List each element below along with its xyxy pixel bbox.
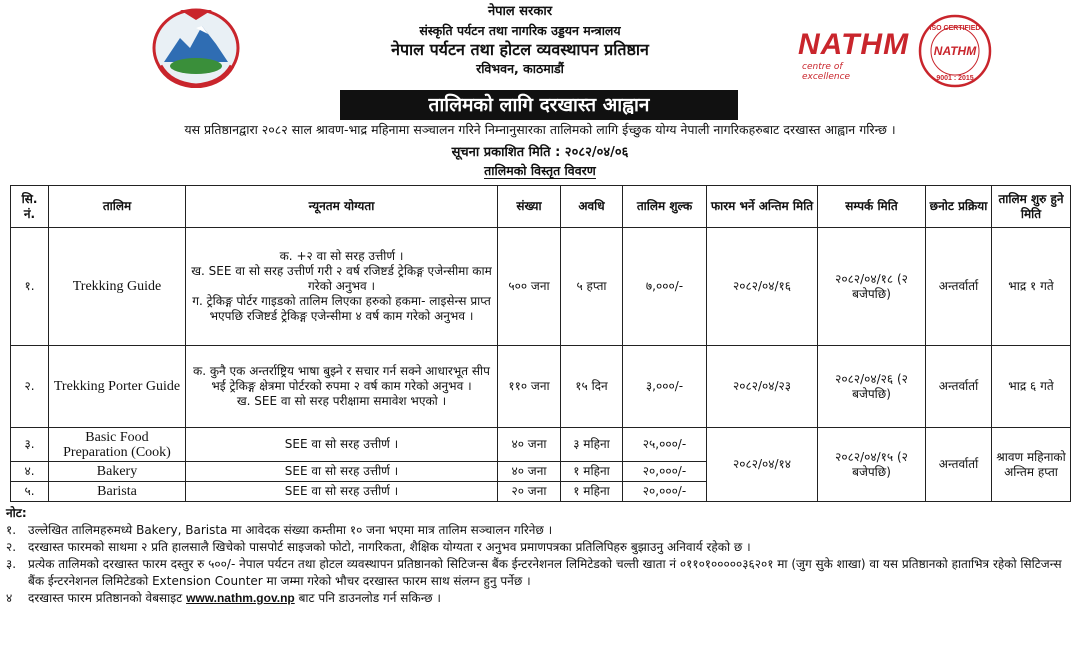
cell-contact-date: २०८२/०४/१८ (२ बजेपछि) bbox=[818, 228, 926, 346]
table-title-text: तालिमको विस्तृत विवरण bbox=[484, 163, 596, 178]
cell-last-date-group: २०८२/०४/१४ bbox=[707, 428, 818, 502]
cell-last-date: २०८२/०४/१६ bbox=[707, 228, 818, 346]
cell-sn: ४. bbox=[11, 462, 49, 482]
cell-fee: २०,०००/- bbox=[623, 482, 707, 502]
col-header-last-date: फारम भर्ने अन्तिम मिति bbox=[707, 186, 818, 228]
cell-duration: ५ हप्ता bbox=[561, 228, 623, 346]
cell-duration: १ महिना bbox=[561, 462, 623, 482]
cell-sn: १. bbox=[11, 228, 49, 346]
col-header-start-date: तालिम शुरु हुने मिति bbox=[992, 186, 1071, 228]
training-table bbox=[10, 185, 1071, 502]
cell-qualification: SEE वा सो सरह उत्तीर्ण । bbox=[186, 482, 498, 502]
svg-text:9001 : 2015: 9001 : 2015 bbox=[936, 75, 974, 82]
svg-text:ISO CERTIFIED: ISO CERTIFIED bbox=[929, 25, 981, 32]
note-number: ४ bbox=[6, 591, 13, 605]
col-header-sn: सि. नं. bbox=[11, 186, 49, 228]
cell-training: Bakery bbox=[49, 462, 186, 482]
table-row bbox=[11, 346, 1071, 428]
cell-start-date-group: श्रावण महिनाको अन्तिम हप्ता bbox=[992, 428, 1071, 502]
cell-start-date: भाद्र ६ गते bbox=[992, 346, 1071, 428]
intro-text: यस प्रतिष्ठानद्वारा २०८२ साल श्रावण-भाद्र महिनामा सञ्चालन गरिने निम्नानुसारका तालिमको लागि ईच्छुक योग्य नेपाली नागरिकहरुबाट दरखास्त आह्वान गरिन्छ । bbox=[184, 122, 896, 137]
nepal-emblem-icon bbox=[150, 4, 242, 88]
table-row bbox=[11, 428, 1071, 462]
cell-sn: २. bbox=[11, 346, 49, 428]
note-text bbox=[28, 590, 1074, 607]
notes-title: नोट: bbox=[6, 506, 27, 520]
note-text: दरखास्त फारमको साथमा २ प्रति हालसालै खिचेको पासपोर्ट साइजको फोटो, नागरिकता, शैक्षिक योग्यता र अनुभव प्रमाणपत्रका प्रतिलिपिहरु बुझाउनु अनिवार्य रहेको छ । bbox=[28, 540, 751, 554]
qualification-line: ख. SEE वा सो सरह परीक्षामा समावेश भएको । bbox=[236, 394, 447, 408]
cell-count: ४० जना bbox=[498, 428, 561, 462]
cell-selection: अन्तर्वार्ता bbox=[926, 228, 992, 346]
cell-qualification: SEE वा सो सरह उत्तीर्ण । bbox=[186, 462, 498, 482]
cell-duration: १ महिना bbox=[561, 482, 623, 502]
page-title-banner: तालिमको लागि दरखास्त आह्वान bbox=[340, 90, 738, 120]
qualification-line: ख. SEE वा सो सरह उत्तीर्ण गरी २ वर्ष रजिष्टर्ड ट्रेकिङ्ग एजेन्सीमा काम गरेको अनुभव । bbox=[191, 264, 492, 293]
note-text: उल्लेखित तालिमहरुमध्ये Bakery, Barista मा आवेदक संख्या कम्तीमा १० जना भएमा मात्र तालिम सञ्चालन गरिनेछ । bbox=[28, 523, 553, 537]
website-link[interactable]: www.nathm.gov.np bbox=[186, 591, 295, 605]
cell-sn: ५. bbox=[11, 482, 49, 502]
cell-last-date: २०८२/०४/२३ bbox=[707, 346, 818, 428]
cell-duration: ३ महिना bbox=[561, 428, 623, 462]
col-header-selection: छनोट प्रक्रिया bbox=[926, 186, 992, 228]
note-number: २. bbox=[6, 540, 17, 554]
institute-title: नेपाल पर्यटन तथा होटल व्यवस्थापन प्रतिष्ठान bbox=[391, 40, 649, 59]
cell-fee: २५,०००/- bbox=[623, 428, 707, 462]
table-title bbox=[0, 162, 1080, 180]
cell-training: Barista bbox=[49, 482, 186, 502]
qualification-line: क. +२ वा सो सरह उत्तीर्ण । bbox=[279, 249, 404, 263]
note-text-post: बाट पनि डाउनलोड गर्न सकिन्छ । bbox=[298, 591, 441, 605]
header bbox=[0, 0, 1080, 92]
cell-qualification: SEE वा सो सरह उत्तीर्ण । bbox=[186, 428, 498, 462]
cell-contact-date: २०८२/०४/२६ (२ बजेपछि) bbox=[818, 346, 926, 428]
cell-fee: २०,०००/- bbox=[623, 462, 707, 482]
nathm-logo-word: NATHM bbox=[798, 28, 910, 61]
cell-count: ५०० जना bbox=[498, 228, 561, 346]
ministry-title: संस्कृति पर्यटन तथा नागरिक उड्डयन मन्त्रालय bbox=[419, 23, 621, 38]
cell-count: ११० जना bbox=[498, 346, 561, 428]
nathm-logo-tagline: centre of excellence bbox=[802, 62, 851, 82]
cell-training: Basic Food Preparation (Cook) bbox=[49, 428, 186, 462]
cell-duration: १५ दिन bbox=[561, 346, 623, 428]
table-header-row bbox=[11, 186, 1071, 228]
note-item bbox=[6, 522, 1074, 539]
qualification-line: क. कुनै एक अन्तर्राष्ट्रिय भाषा बुझ्ने र सचार गर्न सक्ने आधारभूत सीप भई ट्रेकिङ्ग क्षेत्रमा पोर्टरको रुपमा २ वर्ष काम गरेको अनुभव । bbox=[193, 364, 490, 393]
cell-fee: ७,०००/- bbox=[623, 228, 707, 346]
cell-qualification bbox=[186, 346, 498, 428]
note-text-pre: दरखास्त फारम प्रतिष्ठानको वेबसाइट bbox=[28, 591, 183, 605]
svg-text:NATHM: NATHM bbox=[933, 44, 977, 58]
gov-title: नेपाल सरकार bbox=[487, 4, 553, 19]
cell-training: Trekking Porter Guide bbox=[49, 346, 186, 428]
col-header-count: संख्या bbox=[498, 186, 561, 228]
cell-count: २० जना bbox=[498, 482, 561, 502]
cell-selection: अन्तर्वार्ता bbox=[926, 346, 992, 428]
cell-start-date: भाद्र १ गते bbox=[992, 228, 1071, 346]
cell-count: ४० जना bbox=[498, 462, 561, 482]
note-item bbox=[6, 539, 1074, 556]
note-number: ३. bbox=[6, 557, 17, 571]
note-item bbox=[6, 590, 1074, 607]
notes-section bbox=[6, 505, 1074, 607]
cell-fee: ३,०००/- bbox=[623, 346, 707, 428]
notice-date: सूचना प्रकाशित मिति : २०८२/०४/०६ bbox=[451, 145, 629, 160]
note-text: प्रत्येक तालिमको दरखास्त फारम दस्तुर रु ५००/- नेपाल पर्यटन तथा होटल व्यवस्थापन प्रतिष्ठानको सिटिजन्स बैंक ईन्टरनेशनल लिमिटेडको चल्ती खाता नं ०११०१०००००३६२०१ मा (जुग सुके शाखा) वा यस प्रतिष्ठानको हाताभित्र रहेको सिटिजन्स बैंक ईन्टरनेशनल लिमिटेडको Extension Counter मा जम्मा गरेको भौचर दरखास्त फारम साथ संलग्न हुनु पर्नेछ । bbox=[28, 557, 1062, 588]
col-header-qualification: न्यूनतम योग्यता bbox=[186, 186, 498, 228]
cell-qualification bbox=[186, 228, 498, 346]
note-number: १. bbox=[6, 523, 17, 537]
header-titles bbox=[300, 2, 740, 78]
note-item bbox=[6, 556, 1074, 590]
col-header-duration: अवधि bbox=[561, 186, 623, 228]
col-header-fee: तालिम शुल्क bbox=[623, 186, 707, 228]
cell-selection-group: अन्तर्वार्ता bbox=[926, 428, 992, 502]
qualification-line: ग. ट्रेकिङ्ग पोर्टर गाइडको तालिम लिएका हरुको हकमा- लाइसेन्स प्राप्त भएपछि रजिष्टर्ड ट्रेकिङ्ग एजेन्सीमा ४ वर्ष काम गरेको अनुभव । bbox=[192, 294, 491, 323]
cell-contact-date-group: २०८२/०४/१५ (२ बजेपछि) bbox=[818, 428, 926, 502]
nathm-logo bbox=[798, 28, 910, 84]
iso-certified-seal-icon bbox=[918, 14, 992, 88]
col-header-training: तालिम bbox=[49, 186, 186, 228]
col-header-contact-date: सम्पर्क मिति bbox=[818, 186, 926, 228]
table-row bbox=[11, 228, 1071, 346]
institute-address: रविभवन, काठमाडौं bbox=[476, 61, 564, 76]
cell-training: Trekking Guide bbox=[49, 228, 186, 346]
cell-sn: ३. bbox=[11, 428, 49, 462]
